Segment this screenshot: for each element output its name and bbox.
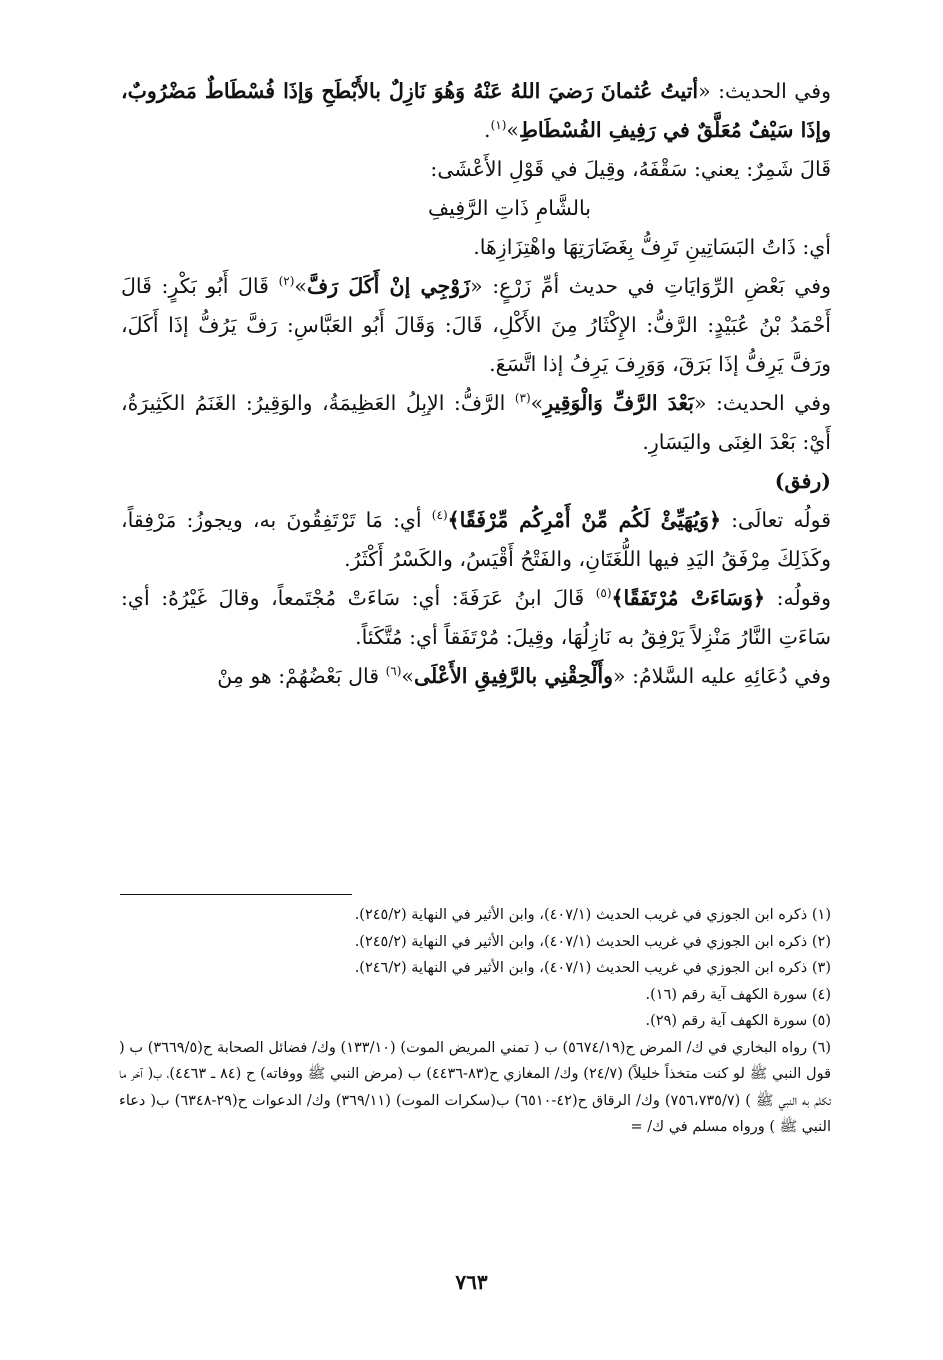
quran-verse: ﴿وَسَاءَتْ مُرْتَفَقًا﴾ bbox=[611, 586, 765, 610]
footnote-ref: (٤) bbox=[431, 508, 448, 523]
footnote-separator bbox=[120, 894, 352, 895]
hadith-quote: زَوْجِي إنْ أَكَلَ رَفَّ bbox=[306, 274, 471, 298]
text: قَالَ ابنُ عَرَفَةَ: أي: سَاءَتْ مُجْتَمعاً، وقالَ غَيْرُهُ: أي: سَاءَتِ النَّارُ مَنْزِلاً يَرْفِقُ به نَازِلُهَا، وقِيلَ: مُرْتَفَقاً أي: مُتَّكَئاً. bbox=[121, 586, 831, 649]
footnote-3: (٣) ذكره ابن الجوزي في غريب الحديث (٤٠٧/١)، وابن الأثير في النهاية (٢٤٦/٢). bbox=[354, 960, 831, 976]
text: » bbox=[401, 664, 414, 688]
text: وفي الحديث: « bbox=[698, 79, 831, 103]
paragraph-8 bbox=[121, 657, 831, 696]
text: أي: مَا تَرْتَفِقُونَ به، ويجوزُ: مَرْفِقاً، وكَذَلِكَ مِرْفَقُ اليَدِ فيها اللُّغَتَانِ، والفَتْحُ أَقْيَسُ، والكَسْرُ أَكْثَرُ. bbox=[121, 508, 831, 571]
page-number: ٧٦٣ bbox=[455, 1270, 488, 1294]
hadith-quote: أتيتُ عُثمانَ رَضيَ اللهُ عَنْهُ وَهُوَ نَازِلٌ بالأَبْطَحِ وَإذَا فُسْطَاطٌ مَضْرُوبٌ، وإذَا سَيْفٌ مُعَلَّقٌ في رَفِيفِ الفُسْطَاطِ bbox=[121, 79, 831, 142]
text: وفي دُعَائِهِ عليه السَّلامُ: « bbox=[613, 664, 831, 688]
hadith-quote: وأَلْحِقْنِي بالرَّفِيقِ الأَعْلَى bbox=[413, 664, 614, 688]
text: قَالَ أَبُو بَكْرٍ: قَالَ أَحْمَدُ بْنُ عُبَيْدٍ: الرَّفُّ: الإِكْثَارُ مِنَ الأَكْلِ، قَالَ: وَقَالَ أَبُو العَبَّاسِ: رَفَّ يَرُفُّ إذَا أَكَلَ، ورَفَّ يَرِفُّ إذَا بَرَقَ، وَوَرِفَ يَرِفُ إذا اتَّسَعَ. bbox=[121, 274, 831, 376]
text: قال بَعْضُهُمْ: هو مِنْ bbox=[217, 664, 386, 688]
text: . bbox=[484, 118, 491, 142]
footnote-6: (٦) رواه البخاري في ك/ المرض ح(٥٦٧٤/١٩) ب ( تمني المريض الموت) (١٣٣/١٠) وك/ فضائل الصحابة ح(٣٦٦٩/٥) ب ( قول النبي ﷺ لو كنت متخذاً خليلاً) (٢٤/٧) وك/ المغازي ح(٨٣-٤٤٣٦) ب (مرض النبي ﷺ ووفاته) ح (٨٤ ـ ٤٤٦٣)، ب( آخر ما تكلم به النبي ﷺ ) (٧٥٦،٧٣٥/٧) وك/ الرقاق ح(٤٢-٦٥١٠) ب(سكرات الموت) (٣٦٩/١١) وك/ الدعوات ح(٢٩-٦٣٤٨) ب( دعاء النبي ﷺ ) ورواه مسلم في ك/ = bbox=[119, 1039, 832, 1135]
text: وفي الحديث: « bbox=[694, 391, 831, 415]
footnote-1: (١) ذكره ابن الجوزي في غريب الحديث (٤٠٧/١)، وابن الأثير في النهاية (٢٤٥/٢). bbox=[354, 907, 831, 923]
text: الرَّفُّ: الإبِلُ العَظِيمَةُ، والوَقِيرُ: الغَنَمُ الكَثِيرَةُ، أَيْ: بَعْدَ الغِنَى واليَسَارِ. bbox=[121, 391, 831, 454]
footnote-4: (٤) سورة الكهف آية رقم (١٦). bbox=[645, 986, 831, 1003]
hadith-quote: بَعْدَ الرَّفِّ وَالْوَقِيرِ bbox=[543, 391, 694, 415]
footnotes bbox=[119, 902, 831, 1141]
footnote-ref: (٥) bbox=[595, 586, 612, 601]
footnote-5: (٥) سورة الكهف آية رقم (٢٩). bbox=[645, 1013, 831, 1029]
text: قولُه تعالَى: bbox=[720, 508, 832, 532]
paragraph-7 bbox=[121, 579, 831, 657]
footnote-2: (٢) ذكره ابن الجوزي في غريب الحديث (٤٠٧/١)، وابن الأثير في النهاية (٢٤٥/٢). bbox=[354, 933, 831, 950]
paragraph-1 bbox=[121, 72, 831, 150]
paragraph-3: أي: ذَاتُ البَسَاتِينِ تَرِفُّ بِغَضَارَتِهَا واهْتِزَازِهَا. bbox=[473, 235, 831, 259]
footnote-ref: (٦) bbox=[385, 664, 402, 679]
paragraph-4 bbox=[121, 267, 831, 384]
quran-verse: ﴿وَيُهَيِّئْ لَكُم مِّنْ أَمْرِكُم مِّرْفَقًا﴾ bbox=[447, 508, 721, 532]
poetry-verse: بالشَّامِ ذَاتِ الرَّفِيفِ bbox=[427, 196, 591, 220]
text: » bbox=[530, 391, 544, 415]
text: وفي بَعْضِ الرِّوَايَاتِ في حديث أمِّ زَرْعٍ: « bbox=[470, 274, 831, 298]
text: » bbox=[294, 274, 307, 298]
paragraph-2: قَالَ شَمِرٌ: يعني: سَقْفَهُ، وقِيلَ في قَوْلِ الأَعْشَى: bbox=[430, 157, 831, 181]
footnote-ref: (٢) bbox=[278, 274, 295, 289]
paragraph-6 bbox=[121, 501, 831, 579]
main-text bbox=[121, 72, 831, 696]
text: وقولُه: bbox=[765, 586, 832, 610]
text: » bbox=[506, 118, 519, 142]
paragraph-5 bbox=[121, 384, 831, 462]
section-heading: (رفق) bbox=[774, 469, 831, 493]
footnote-ref: (٣) bbox=[514, 391, 531, 406]
footnote-ref: (١) bbox=[490, 118, 507, 133]
